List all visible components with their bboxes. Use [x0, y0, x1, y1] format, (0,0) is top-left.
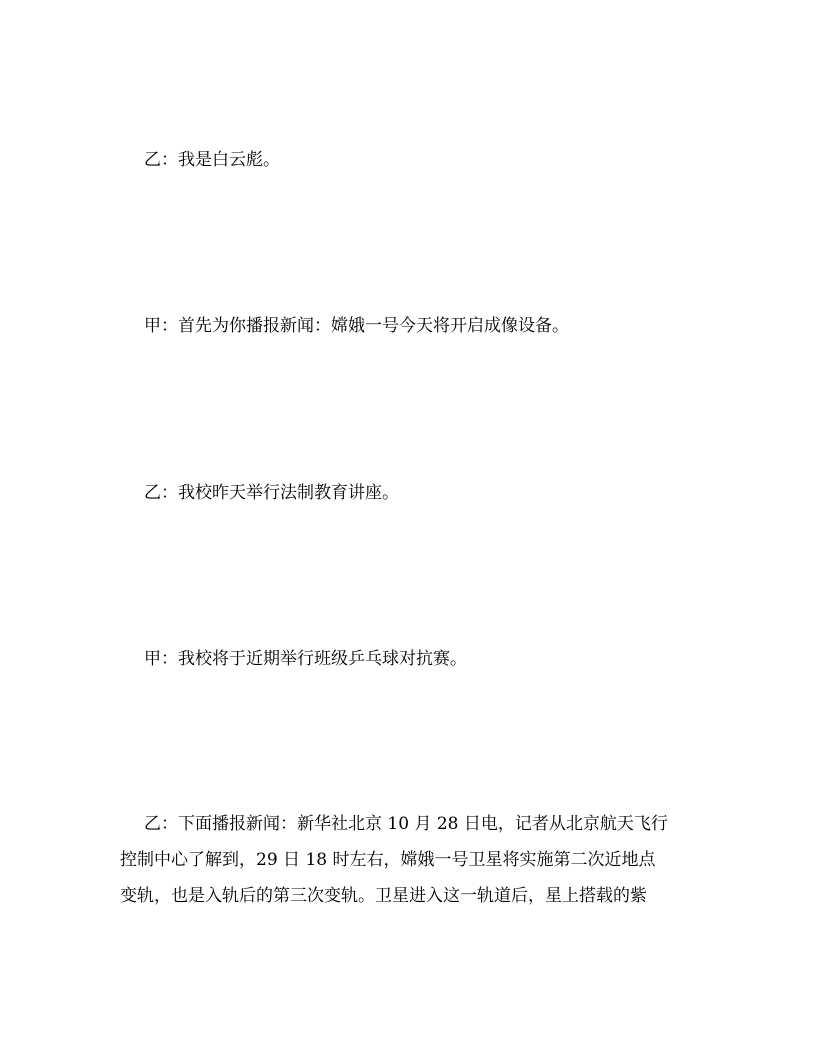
text-line: 变轨，也是入轨后的第三次变轨。卫星进入这一轨道后，星上搭载的紫 — [120, 886, 647, 906]
text-line: 甲：我校将于近期举行班级乒乓球对抗赛。 — [144, 649, 467, 669]
text-line: 乙：我校昨天举行法制教育讲座。 — [144, 483, 399, 503]
dialogue-line-jia-2 — [120, 641, 700, 677]
text-line: 甲：首先为你播报新闻：嫦娥一号今天将开启成像设备。 — [144, 316, 569, 336]
dialogue-line-jia-1 — [120, 308, 700, 344]
text-line: 乙：下面播报新闻：新华社北京 10 月 28 日电，记者从北京航天飞行 — [144, 814, 668, 834]
text-line: 控制中心了解到，29 日 18 时左右，嫦娥一号卫星将实施第二次近地点 — [120, 850, 656, 870]
dialogue-line-yi-2 — [120, 475, 700, 511]
dialogue-line-yi-3 — [120, 806, 700, 914]
dialogue-line-yi-1 — [120, 142, 700, 178]
text-line: 乙：我是白云彪。 — [144, 150, 280, 170]
